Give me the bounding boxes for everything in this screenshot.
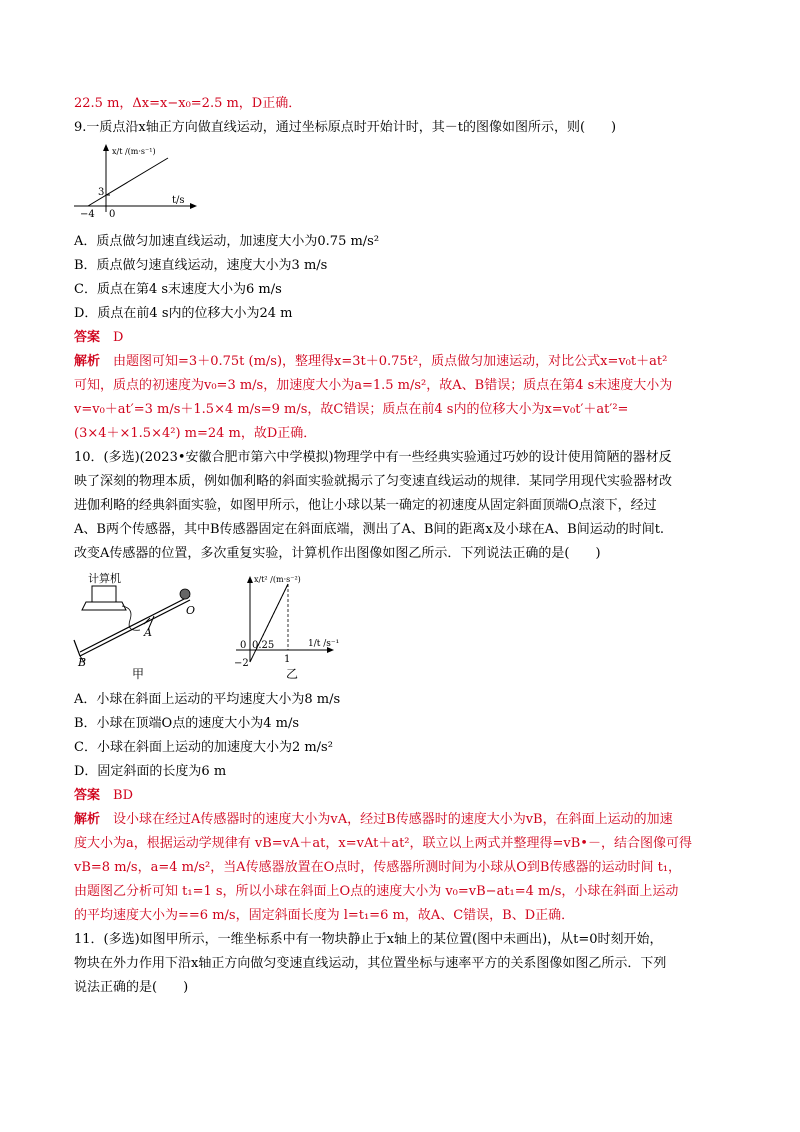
q9-stem: 9.一质点沿x轴正方向做直线运动，通过坐标原点时开始计时，其－t的图像如图所示，则( ) (74, 120, 617, 135)
q9-option-b: B．质点做匀速直线运动，速度大小为3 m/s (74, 258, 328, 273)
q10-analysis-3: vB=8 m/s，a=4 m/s²，当A传感器放置在O点时，传感器所测时间为小球从O到B传感器的运动时间 t₁， (74, 860, 682, 875)
q10-stem-5: 改变A传感器的位置，多次重复实验，计算机作出图像如图乙所示．下列说法正确的是( ) (74, 546, 601, 561)
q11-stem-2: 物块在外力作用下沿x轴正方向做匀变速直线运动，其位置坐标与速率平方的关系图像如图乙所示．下列 (74, 956, 667, 971)
q10-option-a: A．小球在斜面上运动的平均速度大小为8 m/s (74, 692, 341, 707)
caption-yi: 乙 (286, 667, 299, 681)
q10-analysis-label: 解析 (74, 812, 101, 827)
q10-answer (74, 786, 133, 806)
computer-icon (92, 586, 116, 602)
q11-stem-1: 11．(多选)如图甲所示，一维坐标系中有一物块静止于x轴上的某位置(图中未画出)，从t=0时刻开始， (74, 932, 663, 947)
yi-tick-neg2: −2 (234, 658, 249, 669)
q9-y-label: x/t /(m·s⁻¹) (112, 147, 156, 156)
q9-analysis-4: (3×4＋×1.5×4²) m=24 m，故D正确． (74, 426, 317, 441)
q9-answer-value: D (113, 330, 124, 345)
q9-x-neg: −4 (80, 209, 95, 220)
q10-analysis-4: 由题图乙分析可知 t₁=1 s，所以小球在斜面上O点的速度大小为 v₀=vB−at₁=4 m/s，小球在斜面上运动 (74, 884, 679, 899)
q10-answer-value: BD (113, 788, 134, 803)
q10-answer-label: 答案 (74, 788, 101, 803)
q9-option-d: D．质点在前4 s内的位移大小为24 m (74, 306, 293, 321)
q9-graph (70, 140, 200, 220)
q9-option-c: C．质点在第4 s末速度大小为6 m/s (74, 282, 282, 297)
q10-analysis-5: 的平均速度大小为==6 m/s，固定斜面长度为 l=t₁=6 m，故A、C错误，B、D正确． (74, 908, 575, 923)
q10-stem-1: 10．(多选)(2023•安徽合肥市第六中学模拟)物理学中有一些经典实验通过巧妙的设计使用简陋的器材反 (74, 450, 672, 465)
q9-answer-label: 答案 (74, 330, 101, 345)
q9-analysis-text-1: 由题图可知=3＋0.75t (m/s)，整理得x=3t＋0.75t²，质点做匀加速运动，对比公式x=v₀t＋at² (113, 354, 668, 369)
q10-figure-yi (226, 570, 356, 682)
q9-analysis-3: v=v₀＋at′=3 m/s＋1.5×4 m/s=9 m/s，故C错误；质点在前4 s内的位移大小为x=v₀t′＋at′²= (74, 402, 629, 417)
ball-icon (180, 589, 190, 599)
label-B: B (78, 656, 87, 669)
caption-jia: 甲 (132, 667, 145, 681)
yi-origin: 0 (240, 640, 247, 651)
q10-analysis-text-1: 设小球在经过A传感器时的速度大小为vA，经过B传感器时的速度大小为vB，在斜面上运动的加速 (113, 812, 673, 827)
q9-analysis-2: 可知，质点的初速度为v₀=3 m/s，加速度大小为a=1.5 m/s²，故A、B错误；质点在第4 s末速度大小为 (74, 378, 673, 393)
yi-tick-1: 1 (284, 654, 291, 665)
q10-figure-jia (70, 570, 210, 682)
q9-x-label: t/s (172, 195, 185, 206)
q10-analysis-1 (74, 810, 673, 830)
q10-stem-2: 映了深刻的物理本质，例如伽利略的斜面实验就揭示了匀变速直线运动的规律．某同学用现代实验器材改 (74, 474, 673, 489)
q9-origin: 0 (109, 209, 116, 220)
q8-tail: 22.5 m，Δx=x−x₀=2.5 m，D正确． (74, 96, 302, 111)
q10-stem-4: A、B两个传感器，其中B传感器固定在斜面底端，测出了A、B间的距离x及小球在A、B间运动的时间t. (74, 522, 665, 537)
q9-y-tick: 3 (98, 187, 105, 198)
q9-answer (74, 328, 123, 348)
label-A: A (144, 626, 152, 639)
q9-option-a: A．质点做匀加速直线运动，加速度大小为0.75 m/s² (74, 234, 380, 249)
q9-analysis-label: 解析 (74, 354, 101, 369)
q10-option-d: D．固定斜面的长度为6 m (74, 764, 227, 779)
yi-y-label: x/t² /(m·s⁻²) (254, 575, 301, 584)
yi-x-label: 1/t /s⁻¹ (308, 639, 340, 649)
q9-analysis-1 (74, 352, 667, 372)
q10-option-c: C．小球在斜面上运动的加速度大小为2 m/s² (74, 740, 333, 755)
label-O: O (186, 604, 196, 617)
q10-analysis-2: 度大小为a，根据运动学规律有 vB=vA＋at，x=vAt＋at²，联立以上两式并整理得=vB•－，结合图像可得 (74, 836, 692, 851)
q10-option-b: B．小球在顶端O点的速度大小为4 m/s (74, 716, 299, 731)
q11-stem-3: 说法正确的是( ) (74, 980, 189, 995)
yi-tick-025: 0.25 (252, 640, 275, 651)
computer-label: 计算机 (88, 572, 121, 585)
q10-stem-3: 进伽利略的经典斜面实验，如图甲所示，他让小球以某一确定的初速度从固定斜面顶端O点滚下，经过 (74, 498, 657, 513)
